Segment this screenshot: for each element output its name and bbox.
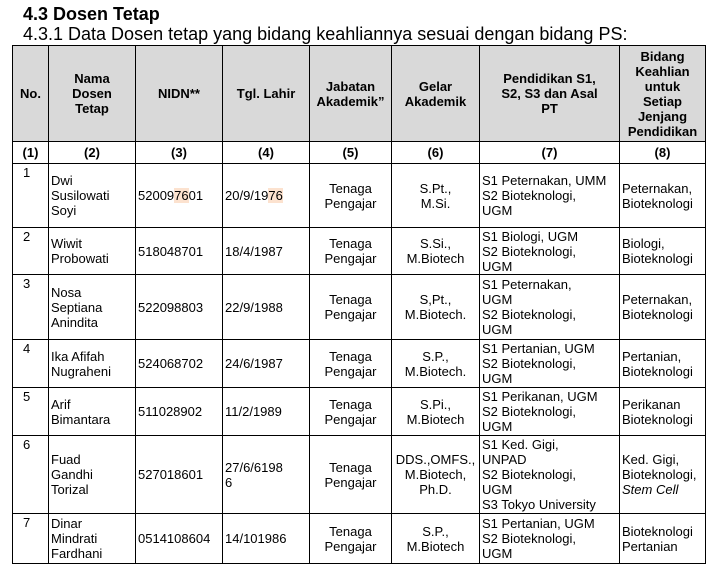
cell-jabatan [310,340,392,388]
bidang-line: Bioteknologi [622,195,693,211]
pendidikan-line: S1 Pertanian, UGM [482,516,595,531]
pendidikan-line: S1 Biologi, UGM [482,228,579,244]
row-number: 6 [13,436,49,514]
cell-lahir [223,436,310,514]
pendidikan-line: UGM [482,482,513,497]
pendidikan-line: S1 Pertanian, UGM [482,341,595,356]
jabatan-line: Tenaga [329,523,372,539]
table-row [13,228,706,275]
pendidikan-line: S1 Peternakan, [482,277,572,292]
pendidikan-line: S2 Bioteknologi, [482,531,576,546]
nama-line: Probowati [51,251,109,266]
table-row [13,514,706,564]
column-number: (3) [136,142,223,164]
pendidikan-line: UGM [482,419,513,434]
jabatan-line: Pengajar [324,474,377,490]
bidang-line: Peternakan, [622,292,693,307]
header-jabatan: Jabatan Akademik” [310,46,392,142]
gelar-line: M.Biotech. [404,307,467,322]
pendidikan-line: S2 Bioteknologi, [482,404,576,419]
cell-nidn [136,228,223,275]
pendidikan-line: S2 Bioteknologi, [482,188,576,203]
nidn-line: 527018601 [138,467,204,482]
pendidikan-line: UGM [482,292,513,307]
cell-nama [49,514,136,564]
table-row [13,388,706,436]
cell-nidn [136,514,223,564]
pendidikan-line: S2 Bioteknologi, [482,467,576,482]
row-number: 1 [13,164,49,228]
column-number: (6) [392,142,480,164]
cell-gelar [392,275,480,340]
gelar-line: M.Biotech, [404,467,467,482]
cell-bidang [620,340,706,388]
cell-gelar [392,514,480,564]
pendidikan-line: S2 Bioteknologi, [482,307,576,322]
nama-line: Dinar [51,516,83,531]
table-row [13,340,706,388]
jabatan-line: Pengajar [324,411,377,427]
nidn-line: 520097601 [138,188,204,203]
cell-lahir [223,228,310,275]
gelar-line: M.Biotech. [404,363,467,379]
cell-nidn [136,340,223,388]
jabatan-line: Pengajar [324,251,377,266]
cell-nama [49,340,136,388]
lahir-line: 27/6/6198 [225,459,283,475]
bidang-line: Stem Cell [622,482,679,497]
gelar-line: S.Si., [419,236,452,251]
bidang-line: Pertanian [622,538,678,554]
nama-line: Mindrati [51,531,98,546]
cell-pendidikan [480,275,620,340]
cell-lahir [223,388,310,436]
cell-gelar [392,388,480,436]
gelar-line: S.P., [422,348,449,364]
header-nama: Nama Dosen Tetap [49,46,136,142]
cell-pendidikan [480,340,620,388]
cell-lahir [223,340,310,388]
cell-pendidikan [480,228,620,275]
lecturer-table [12,45,706,564]
cell-nama [49,388,136,436]
bidang-line: Peternakan, [622,180,693,196]
nama-line: Fardhani [51,546,103,561]
bidang-line: Bioteknologi [622,307,693,322]
nama-line: Arif [51,396,71,412]
cell-nama [49,275,136,340]
cell-pendidikan [480,164,620,228]
nama-line: Susilowati [51,188,110,203]
text-highlight: 76 [268,188,283,203]
nama-line: Dwi [51,173,73,188]
cell-lahir [223,164,310,228]
pendidikan-line: UNPAD [482,452,527,467]
bidang-line: Ked. Gigi, [622,452,680,467]
bidang-line: Bioteknologi [622,251,693,266]
cell-nidn [136,275,223,340]
pendidikan-line: S3 Tokyo University [482,497,596,512]
nama-line: Anindita [51,314,98,330]
pendidikan-line: S2 Bioteknologi, [482,243,576,259]
header-gelar: Gelar Akademik [392,46,480,142]
column-number: (4) [223,142,310,164]
gelar-line: M.Biotech [406,251,465,266]
nama-line: Nugraheni [51,363,111,379]
cell-nama [49,164,136,228]
cell-bidang [620,228,706,275]
column-number: (8) [620,142,706,164]
gelar-line: M.Biotech [406,538,465,554]
nama-line: Septiana [51,299,103,315]
cell-bidang [620,514,706,564]
header-tgl-lahir: Tgl. Lahir [223,46,310,142]
nama-line: Gandhi [51,467,93,482]
table-row [13,275,706,340]
gelar-line: S.Pi., [419,396,452,412]
row-number: 2 [13,228,49,275]
lahir-line: 6 [225,474,233,490]
bidang-line: Pertanian, [622,348,682,364]
jabatan-line: Tenaga [329,348,372,364]
jabatan-line: Tenaga [329,292,372,307]
row-number: 7 [13,514,49,564]
cell-nidn [136,388,223,436]
bidang-line: Bioteknologi [622,523,693,539]
cell-pendidikan [480,436,620,514]
row-number: 4 [13,340,49,388]
cell-gelar [392,228,480,275]
header-no: No. [13,46,49,142]
bidang-line: Bioteknologi, [622,467,697,482]
lahir-line: 24/6/1987 [225,356,283,371]
lahir-line: 11/2/1989 [225,404,282,419]
cell-bidang [620,275,706,340]
pendidikan-line: S1 Peternakan, UMM [482,173,607,188]
jabatan-line: Tenaga [329,396,372,412]
column-number: (1) [13,142,49,164]
nama-line: Bimantara [51,411,111,427]
cell-jabatan [310,275,392,340]
pendidikan-line: S1 Ked. Gigi, [482,437,559,452]
row-number: 5 [13,388,49,436]
bidang-line: Bioteknologi [622,363,693,379]
cell-nidn [136,436,223,514]
text-highlight: 76 [174,188,189,203]
table-row [13,436,706,514]
gelar-line: Ph.D. [419,482,452,497]
pendidikan-line: S2 Bioteknologi, [482,356,576,371]
cell-pendidikan [480,514,620,564]
gelar-line: S,Pt., [419,292,452,307]
nidn-line: 524068702 [138,356,204,371]
nidn-line: 522098803 [138,299,204,315]
cell-jabatan [310,436,392,514]
section-heading: 4.3 Dosen Tetap [23,4,160,24]
jabatan-line: Pengajar [324,363,377,379]
nama-line: Nosa [51,284,82,300]
row-number: 3 [13,275,49,340]
cell-bidang [620,388,706,436]
cell-jabatan [310,388,392,436]
nidn-line: 511028902 [138,404,203,419]
header-row [13,46,706,142]
column-number: (2) [49,142,136,164]
cell-lahir [223,514,310,564]
gelar-line: S.Pt., [419,180,452,196]
column-number: (7) [480,142,620,164]
subsection-heading: 4.3.1 Data Dosen tetap yang bidang keahliannya sesuai dengan bidang PS: [23,24,628,44]
table-row [13,164,706,228]
lahir-line: 14/101986 [225,531,287,546]
column-number: (5) [310,142,392,164]
header-pendidikan: Pendidikan S1, S2, S3 dan Asal PT [480,46,620,142]
jabatan-line: Pengajar [324,195,377,211]
header-bidang: Bidang Keahlian untuk Setiap Jenjang Pendidikan [620,46,706,142]
pendidikan-line: S1 Perikanan, UGM [482,389,598,404]
nama-line: Fuad [51,452,81,467]
header-nidn: NIDN** [136,46,223,142]
nama-line: Wiwit [51,236,83,251]
nidn-line: 0514108604 [138,531,211,546]
jabatan-line: Pengajar [324,538,377,554]
cell-nama [49,436,136,514]
cell-bidang [620,436,706,514]
jabatan-line: Tenaga [329,180,372,196]
nidn-line: 518048701 [138,243,204,259]
cell-gelar [392,164,480,228]
gelar-line: S.P., [422,523,449,539]
lahir-line: 20/9/1976 [225,188,283,203]
jabatan-line: Tenaga [329,236,372,251]
gelar-line: M.Biotech [406,411,465,427]
bidang-line: Biologi, [622,236,665,251]
nama-line: Soyi [51,203,77,218]
pendidikan-line: UGM [482,322,513,337]
jabatan-line: Tenaga [329,459,372,475]
nama-line: Torizal [51,482,89,497]
pendidikan-line: UGM [482,258,513,274]
cell-gelar [392,340,480,388]
bidang-line: Bioteknologi [622,411,693,427]
cell-nama [49,228,136,275]
cell-nidn [136,164,223,228]
cell-lahir [223,275,310,340]
gelar-line: DDS.,OMFS., [395,452,476,467]
cell-jabatan [310,228,392,275]
pendidikan-line: UGM [482,546,513,561]
lahir-line: 18/4/1987 [225,243,283,259]
gelar-line: M.Si. [420,195,451,211]
pendidikan-line: UGM [482,203,513,218]
lahir-line: 22/9/1988 [225,299,283,315]
pendidikan-line: UGM [482,371,513,386]
cell-jabatan [310,514,392,564]
column-number-row [13,142,706,164]
cell-pendidikan [480,388,620,436]
jabatan-line: Pengajar [324,307,377,322]
cell-gelar [392,436,480,514]
cell-bidang [620,164,706,228]
nama-line: Ika Afifah [51,348,105,364]
cell-jabatan [310,164,392,228]
bidang-line: Perikanan [622,396,681,412]
